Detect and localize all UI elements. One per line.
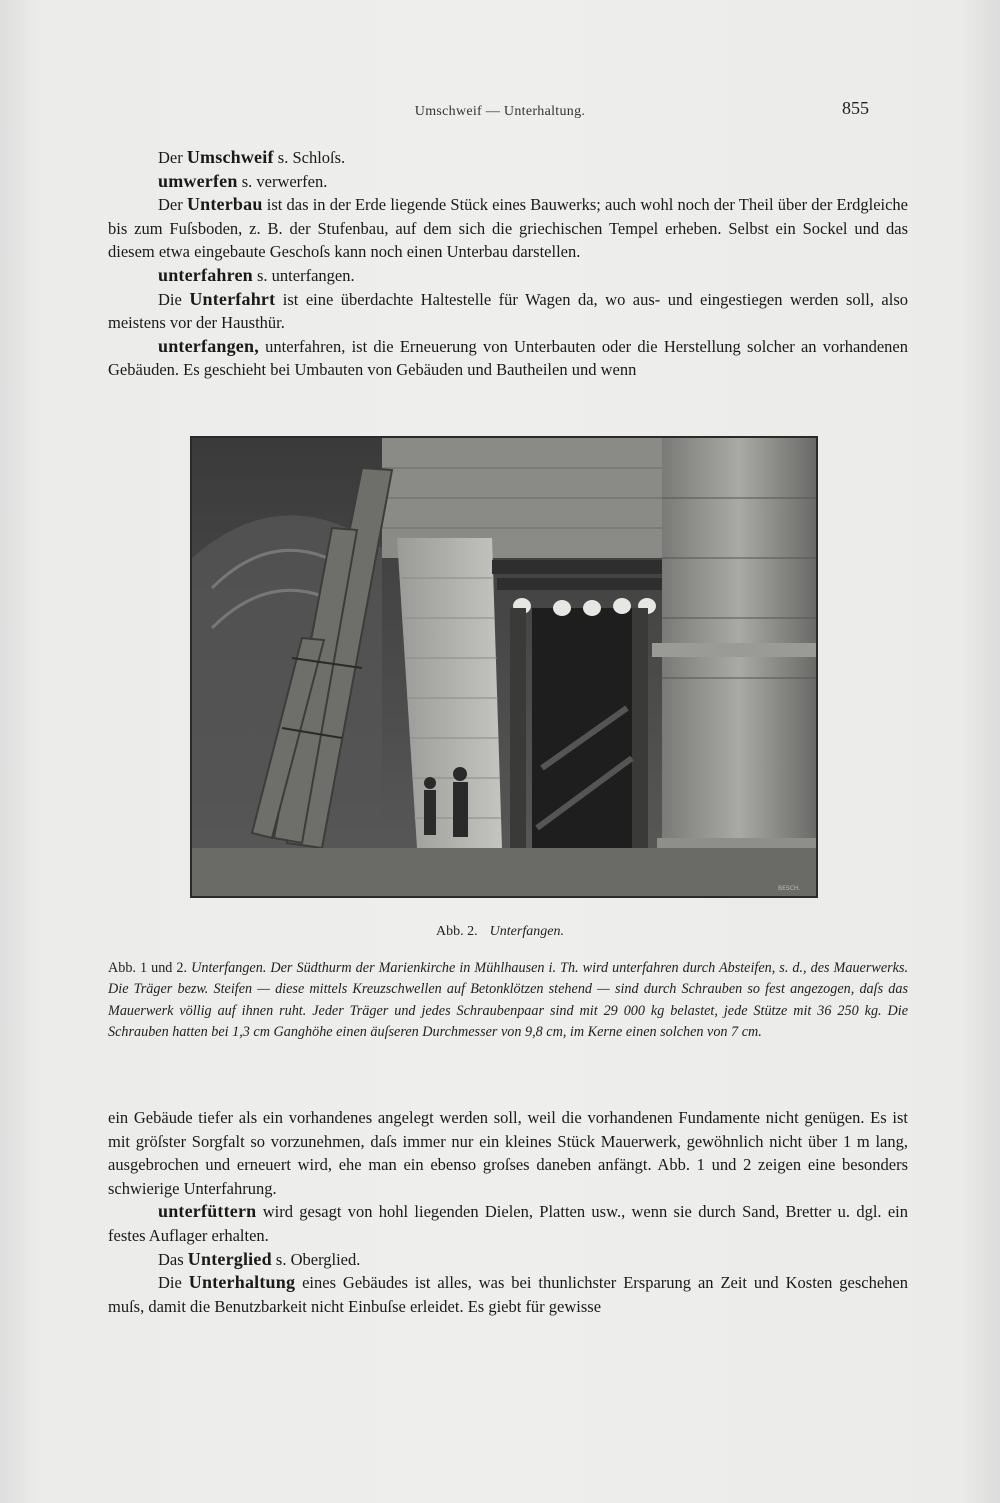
figure-title: Unterfangen. xyxy=(489,924,564,939)
entry-term: umwerfen xyxy=(158,170,238,191)
entry-term: Unterglied xyxy=(187,1248,272,1269)
figure-label xyxy=(0,924,1000,940)
entry-term: unterfahren xyxy=(158,264,253,285)
photo-mark: BESCH. xyxy=(778,885,801,892)
entry-unterhaltung: Die Unterhaltung eines Gebäudes ist alles, was bei thunlichster Ersparung an Zeit und Kosten geschehen muſs, damit die Benutzbarkeit nicht Einbuſse erleidet. Es giebt für gewisse xyxy=(108,1272,908,1316)
entry-unterglied: Das Unterglied s. Oberglied. xyxy=(158,1248,361,1269)
figure-number: Abb. 2. xyxy=(436,924,478,939)
entry-term: Unterfahrt xyxy=(189,288,276,309)
entry-unterbau: Der Unterbau ist das in der Erde liegende Stück eines Bauwerks; auch wohl noch der Theil über der Erdgleiche bis zum Fuſsboden, z. B. der Stufenbau, auf dem sich die griechischen Tempel erheben. Selbst ein Sockel und das diesem etwa eingebaute Geschoſs kann noch einen Unterbau darstellen. xyxy=(108,194,909,262)
entry-term: Unterbau xyxy=(186,194,263,215)
entries-bottom xyxy=(108,1106,908,1318)
entries-top xyxy=(108,146,908,382)
entry-term: unterfüttern xyxy=(158,1201,257,1222)
entry-unterfangen: unterfangen, unterfahren, ist die Erneuerung von Unterbauten oder die Herstellung solcher an vorhandenen Gebäuden. Es geschieht bei Umbauten von Gebäuden und Bautheilen und wenn xyxy=(108,335,908,380)
caption-prefix: Abb. 1 und 2. xyxy=(108,960,188,976)
caption-text: Unterfangen. Der Südthurm der Marienkirche in Mühlhausen i. Th. wird unterfahren durch Absteifen, s. d., des Mauerwerks. Die Träger bezw. Steifen — diese mittels Kreuzschwellen auf Betonklötzen stehend — sind durch Schrauben so fest angezogen, daſs das Mauerwerk völlig auf ihnen ruht. Jeder Träger und jedes Schraubenpaar sind mit 29 000 kg belastet, jede Stütze mit 36 250 kg. Die Schrauben hatten bei 1,3 cm Ganghöhe einen äuſseren Durchmesser von 9,8 cm, im Kerne einen solchen von 7 cm. xyxy=(108,960,909,1041)
entry-unterfuettern: unterfüttern wird gesagt von hohl liegenden Dielen, Platten usw., wenn sie durch Sand, Bretter u. dgl. ein festes Auflager erhalten. xyxy=(108,1201,908,1245)
entry-umschweif: Der Umschweif s. Schloſs. xyxy=(158,147,346,167)
entry-term: Umschweif xyxy=(186,147,274,167)
entry-unterfahrt: Die Unterfahrt ist eine überdachte Haltestelle für Wagen da, wo aus- und eingestiegen werden soll, also meistens vor der Hausthür. xyxy=(108,288,908,333)
entry-unterfahren: unterfahren s. unterfangen. xyxy=(158,264,355,285)
figure-caption xyxy=(108,958,908,1044)
page-number: 855 xyxy=(842,98,869,118)
photo-illustration xyxy=(192,438,816,896)
entry-term: unterfangen, xyxy=(158,335,259,356)
continuation-paragraph: ein Gebäude tiefer als ein vorhandenes angelegt werden soll, weil die vorhandenen Fundamente nicht genügen. Es ist mit gröſster Sorgfalt so vorzunehmen, daſs immer nur ein kleines Stück Mauerwerk, gewöhnlich nicht über 1 m lang, ausgebrochen und erneuert wird, ehe man ein ebenso groſses daneben anfängt. Abb. 1 und 2 zeigen eine besonders schwierige Unterfahrung. xyxy=(108,1108,908,1198)
entry-umwerfen: umwerfen s. verwerfen. xyxy=(158,170,328,191)
entry-term: Unterhaltung xyxy=(188,1272,296,1293)
photo-figure xyxy=(190,436,818,898)
running-head: Umschweif — Unterhaltung. xyxy=(414,104,586,119)
